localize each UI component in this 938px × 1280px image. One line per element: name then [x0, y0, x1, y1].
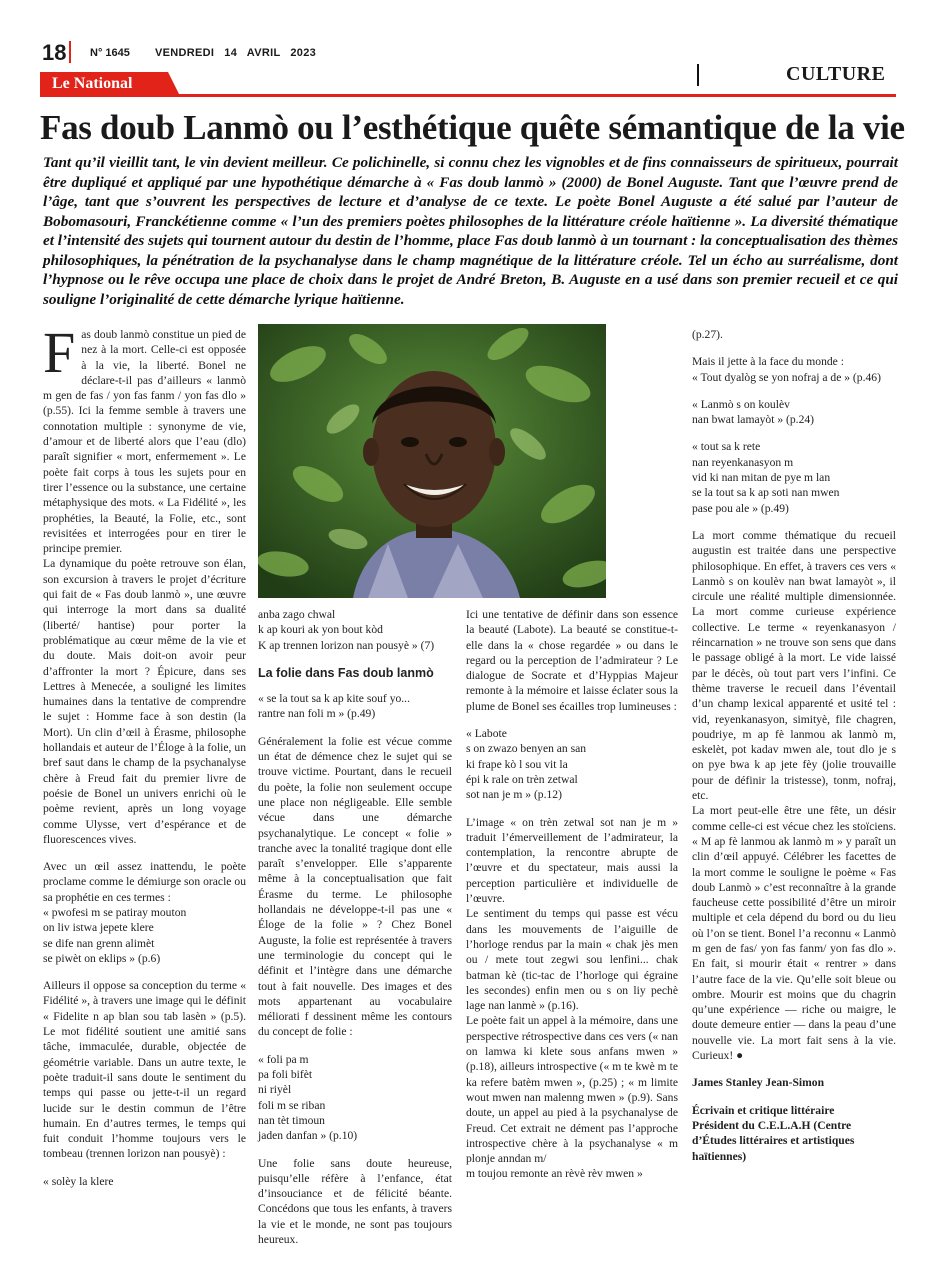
paragraph: Généralement la folie est vécue comme un état de démence chez le sujet qui se trouve victime. Pourtant, dans le recueil du poète, la folie non seulement occupe une place non négligeable. Elle semble vécue dans une démarche psychanalytique. Le concept « folie » tranche avec la tonalité tragique dont elle paraît s’envelopper. Elle s’apparente même à la conceptualisation que fait Érasme du terme. Le philosophe hollandais ne développe-t-il pas une « Éloge de la folie » ? Chez Bonel Auguste, la folie est représentée à travers une terminologie du concept qui le définit et l’intègre dans une démarche tout à fait nouvelle. Des images et des mots appartenant au vocabulaire méliorati f dessinent même les contours du concept de folie : — [258, 734, 452, 1039]
article-column-2b — [466, 607, 678, 1182]
paragraph: L’image « on trèn zetwal sot nan je m » traduit l’émerveillement de l’admirateur, la contemplation, la rencontre abrupte de l’œuvre et du spectateur, mais aussi la perception particulière et individuelle de l’œuvre. — [466, 815, 678, 906]
brand-name: Le National — [52, 75, 133, 92]
page-number: 18 — [42, 40, 67, 65]
section-subheading: La folie dans Fas doub lanmò — [258, 665, 434, 680]
paragraph: La mort comme thématique du recueil augustin est traitée dans une perspective philosophique. En effet, à travers ces vers « Lanmò s on koulèv nan bwat lamayòt », il circule une réalité multiple dimensionnée. La mort comme curieuse expérience collective. Le terme « reyenkanasyon / réincarnation » ne trouve son sens que dans le passage obligé à la mort. Le vide laissé par le décès, où tout part vers l’infini. Ce thème traverse le recueil dans l’éventail d’un champ lexical apparenté et usité tel : vid, reyenkanasyon, simityè, file chagren, poudriye, m ap fè lanmou ak lanmò m, eskelèt, pot kadav mwen ale, tout dlo je s on pye bwa k ap jete fèy (jolie trouvaille pour de définir la tristesse), tonm, nofraj, etc. — [692, 528, 896, 803]
poem-quote: « foli pa m pa foli bifèt ni riyèl foli m se riban nan tèt timoun jaden danfan » (p.10) — [258, 1052, 358, 1143]
paragraph: Ailleurs il oppose sa conception du terme « Fidélité », à travers une image qui le définit « Fidelite n ap blan sou tab lasèn » (p.5). Le mot fidélité soutient une amitié sans tâche, immaculée, durable, objectée de géométrie variable. Dans un autre texte, le poète traduit-il sans doute le sentiment du temps qui passe ou jette-t-il un regard lucide sur le destin commun de l’être humain. En d’autres termes, le temps qui fuit conduit l’homme toujours vers le tombeau (trennen lorizon nan pousyè) : — [43, 979, 246, 1161]
paragraph: Mais il jette à la face du monde : — [692, 355, 844, 369]
author-title: Écrivain et critique littéraire — [692, 1103, 835, 1117]
poem-quote: « tout sa k rete nan reyenkanasyon m vid ki nan mitan de pye m lan se la tout sa k ap soti nan mwen pase pou ale » (p.49) — [692, 440, 840, 515]
paragraph: La mort peut-elle être une fête, un désir comme celle-ci est vécue chez les stoïciens. « M ap fè lanmou ak lanmò m » y paraît un clin d’œil appuyé. Célébrer les facettes de la mort comme le souligne le poème « Fas doub Lanmò » c’est reconnaître à la grande faucheuse cette possibilité d’être un miroir multiple et cela dépend du bord ou du lieu où l’on se tient. Bonel l’a reconnu « Lanmò m gen de fas/ yon fas fanm/ yon fas dlo ». En fait, si mourir était « rentrer » dans l’autre face de la vie. Qu’elle soit bleue ou ombre. Mourir est moins que du chagrin qu’une expérience — riche ou maigre, le doute demeure entier — dans la peau d’une nouvelle vie. La mort fait sens à la vie. Curieux! ● — [692, 804, 896, 1063]
paragraph: Avec un œil assez inattendu, le poète proclame comme le démiurge son oracle ou sa prophétie en ces termes : — [43, 860, 246, 904]
issue-date: VENDREDI 14 AVRIL 2023 — [155, 47, 317, 59]
poem-quote: anba zago chwal k ap kouri ak yon bout kòd K ap trennen lorizon nan pousyè » (7) — [258, 608, 435, 652]
article-lede: Tant qu’il vieillit tant, le vin devient meilleur. Ce polichinelle, si connu chez les vignobles et de fins connaisseurs de spiritueux, pourrait être dupliqué et appliqué par une hypothétique démarche à « Fas doub lanmò » (2000) de Bonel Auguste. Tant que l’œuvre prend de l’âge, tant que s’ouvrent les perspectives de lecture et d’analyse de ce texte. Le poète Bonel Auguste a été salué par l’auteur de Bobomasouri, Franckétienne comme « l’un des premiers poètes philosophes de la littérature créole haïtienne ». La diversité thématique et l’intensité des sujets qui tournent autour du destin de l’homme, place Fas doub lanmò à un tournant : la conceptualisation des thèmes philosophiques, la pénétration de la psychanalyse dans le champ magnétique de la littérature créole. Tel un écho au surréalisme, dont l’hypnose ou le rêve occupa une place de choix dans le projet de André Breton, B. Auguste en a usé dans son premier recueil et ce qui souligne l’originalité de cette démarche lyrique haïtienne. — [43, 154, 898, 308]
paragraph: (p.27). — [692, 328, 723, 341]
paragraph: Le sentiment du temps qui passe est vécu dans les mouvements de l’aiguille de l’horloge rendus par la main « chak jès men ou / mete tout zegwi sou lenfini... chak batman kè (tic-tac de l’horloge qui égraine les secondes) enfin men ou s on liy pechè lage nan lanmè » (p.16). — [466, 907, 678, 1013]
poem-quote: « se la tout sa k ap kite souf yo... rantre nan foli m » (p.49) — [258, 692, 410, 721]
portrait-photo — [258, 324, 606, 598]
poem-quote: « Labote s on zwazo benyen an san ki frape kò l sou vit la épi k rale on trèn zetwal sot nan je m » (p.12) — [466, 727, 587, 802]
paragraph: La dynamique du poète retrouve son élan, son excursion à travers le projet d’écriture qui fait de « Fas doub lanmò », une œuvre qui interroge la mort dans sa dualité (liberté/ hantise) pour porter la problématique au cœur même de la vie et du doute. Mais doit-on avoir peur d’affronter la mort ? Épicure, dans ses Lettres à Menecée, a souligné les limites humaines dans la tentative de comprendre le sujet : Homme face à son destin (la Mort). Un clin d’œil à Érasme, philosophe hollandais et auteur de l’Éloge à la folie, un bref saut dans le champ de la psychanalyse chère à Freud fait du premier livre de poésie de Bonel un univers enrichi où le poème revient, après un long voyage comme Ulysse, vert d’espérance et de fluorescences vives. — [43, 557, 246, 846]
article-column-1 — [43, 320, 246, 1189]
issue-number: N° 1645 — [90, 47, 130, 59]
paragraph: m toujou remonte an rèvè rèv mwen » — [466, 1167, 643, 1181]
paragraph: Une folie sans doute heureuse, puisqu’elle réfère à l’enfance, état d’insouciance et de félicité béante. Concédons que tous les enfants, à travers la vie et le monde, ne sont pas toujours heureux. — [258, 1156, 452, 1246]
paragraph: Ici une tentative de définir dans son essence la beauté (Labote). La beauté se constitue-t-elle dans la « chose regardée » ou dans le regard ou la perception de l’admirateur ? Le dialogue de Socrate et d’Hyppias Majeur remonte à la mémoire et laisse éclater sous la plume de Bonel ses écailles trop lumineuses : — [466, 608, 678, 713]
article-column-2a — [258, 607, 452, 1247]
poem-quote: « pwofesi m se patiray mouton on liv istwa jepete klere se dife nan grenn alimèt se piwèt on eklips » (p.6) — [43, 905, 187, 965]
section-divider — [697, 64, 699, 86]
article-headline: Fas doub Lanmò ou l’esthétique quête sémantique de la vie — [40, 108, 905, 147]
poem-quote: « Lanmò s on koulèv nan bwat lamayòt » (p.24) — [692, 397, 815, 427]
author-role: Président du C.E.L.A.H (Centre d’Études littéraires et artistiques haïtiennes) — [692, 1118, 855, 1163]
author-name: James Stanley Jean-Simon — [692, 1076, 825, 1090]
poem-quote: « solèy la klere — [43, 1174, 114, 1188]
drop-cap: F — [43, 320, 76, 385]
section-title: CULTURE — [786, 63, 886, 85]
portrait-photo-icon — [258, 324, 606, 598]
page-number-divider — [69, 41, 71, 63]
paragraph: Le poète fait un appel à la mémoire, dans une perspective rétrospective dans ces vers (« nan on lamwa ki klete sous anfans mwen » (p.18), ailleurs introspective (« m te kwè m te ka refere batèm mwen », (p.25) ; « m limite wout mwen nan malenng mwen » (p.9). Sans doute, un appel au pied à la psychanalyse de Freud. Cet extrait ne dément pas l’approche introspective chère à la psychanalyse « m plonje anndan m/ — [466, 1014, 678, 1166]
paragraph: Fas doub lanmò constitue un pied de nez à la mort. Celle-ci est opposée à la vie, la liberté. Bonel ne déclare-t-il pas d’ailleurs « lanmò m gen de fas / yon fas fanm / yon fas dlo » (p.55). Ici la femme semble à travers une connotation multiple : synonyme de vie, d’amour et de liberté alors que l’eau (dlo) paraît signifier « mort, enfermement ». Le poète fait corps à tous les sujets pour en tirer l’essence ou la substance, une certaine métaphysique des mots. « La Fidélité », les prophéties, la Beauté, la Folie, etc., sont revisitées et interrogées pour en tirer le principe premier. — [43, 320, 246, 556]
header-rule — [40, 94, 896, 97]
poem-quote: « Tout dyalòg se yon nofraj a de » (p.46) — [692, 370, 881, 384]
article-column-3 — [692, 327, 896, 1164]
